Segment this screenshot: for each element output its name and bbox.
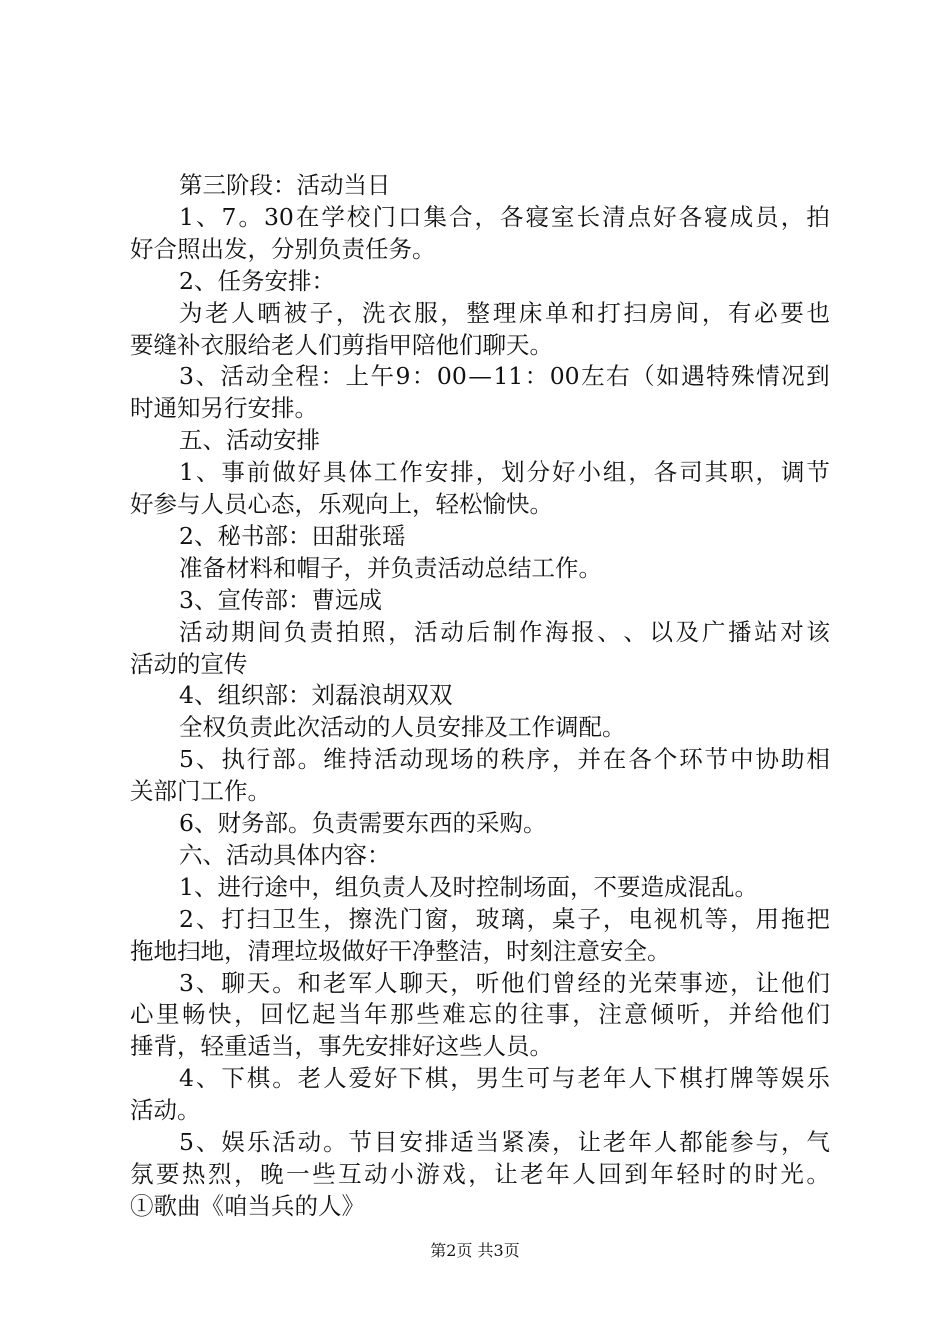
body-line: 关部门工作。 (130, 777, 271, 806)
body-line: 第三阶段：活动当日 (179, 171, 391, 199)
body-line: 3、宣传部：曹远成 (179, 585, 382, 614)
body-line: 活 动 期 间 负 责 拍 照 ， 活 动 后 制 作 海 报 、 、 以 及 广 播 站 对 该 (179, 617, 830, 646)
body-line: 2 、 打 扫 卫 生 ， 擦 洗 门 窗 ， 玻 璃 ， 桌 子 ， 电 视 机 等 ， 用 拖 把 (179, 904, 830, 933)
body-line: 1 、 事 前 做 好 具 体 工 作 安 排 ， 划 分 好 小 组 ， 各 司 其 职 ， 调 节 (179, 458, 830, 487)
body-line: 2、任务安排： (179, 266, 335, 295)
body-line: 要缝补衣服给老人们剪指甲陪他们聊天。 (130, 330, 553, 359)
body-line: ①歌曲《咱当兵的人》 (130, 1191, 365, 1220)
page-footer: 第2页 共3页 (430, 1241, 520, 1260)
body-line: 5 、 娱 乐 活 动 。 节 目 安 排 适 当 紧 凑 ， 让 老 年 人 都 能 参 与 ， 气 (179, 1128, 830, 1156)
body-line: 好合照出发，分别负责任务。 (130, 234, 436, 263)
body-line: 5 、 执 行 部 。 维 持 活 动 现 场 的 秩 序 ， 并 在 各 个 环 节 中 协 助 相 (179, 745, 830, 774)
body-line: 拖地扫地，清理垃圾做好干净整洁，时刻注意安全。 (130, 936, 671, 965)
body-line: 为 老 人 晒 被 子 ， 洗 衣 服 ， 整 理 床 单 和 打 扫 房 间 ， 有 必 要 也 (179, 298, 830, 327)
body-line: 准备材料和帽子，并负责活动总结工作。 (179, 553, 602, 582)
body-line: 时通知另行安排。 (130, 394, 318, 423)
body-line: 1 、 7 。 30 在 学 校 门 口 集 合 ， 各 寝 室 长 清 点 好 各 寝 成 员 ， 拍 (179, 202, 830, 231)
body-line: 全权负责此次活动的人员安排及工作调配。 (179, 713, 626, 742)
body-line: 3 、 活 动 全 程 ： 上 午 9 ： 00 — 11 ： 00 左 右 （ 如 遇 特 殊 情 况 到 (179, 362, 830, 391)
body-line: 五、活动安排 (179, 426, 320, 455)
body-line: 活动的宣传 (130, 649, 248, 678)
body-line: 4、组织部：刘磊浪胡双双 (179, 681, 453, 710)
body-line: 好参与人员心态，乐观向上，轻松愉快。 (130, 490, 553, 518)
body-line: 6、财务部。负责需要东西的采购。 (179, 809, 547, 837)
body-line: 2、秘书部：田甜张瑶 (179, 521, 406, 550)
body-line: 捶背，轻重适当，事先安排好这些人员。 (130, 1032, 553, 1061)
body-line: 3 、 聊 天 。 和 老 军 人 聊 天 ， 听 他 们 曾 经 的 光 荣 事 迹 ， 让 他 们 (179, 968, 830, 997)
body-line: 氛 要 热 烈 ， 晚 一 些 互 动 小 游 戏 ， 让 老 年 人 回 到 年 轻 时 的 时 光 。 (130, 1159, 830, 1188)
body-line: 心 里 畅 快 ， 回 忆 起 当 年 那 些 难 忘 的 往 事 ， 注 意 倾 听 ， 并 给 他 们 (130, 1000, 830, 1029)
body-line: 六、活动具体内容： (179, 840, 391, 869)
body-line: 4 、 下 棋 。 老 人 爱 好 下 棋 ， 男 生 可 与 老 年 人 下 棋 打 牌 等 娱 乐 (179, 1064, 830, 1093)
body-line: 活动。 (130, 1096, 201, 1125)
body-line: 1、进行途中，组负责人及时控制场面，不要造成混乱。 (179, 872, 758, 901)
